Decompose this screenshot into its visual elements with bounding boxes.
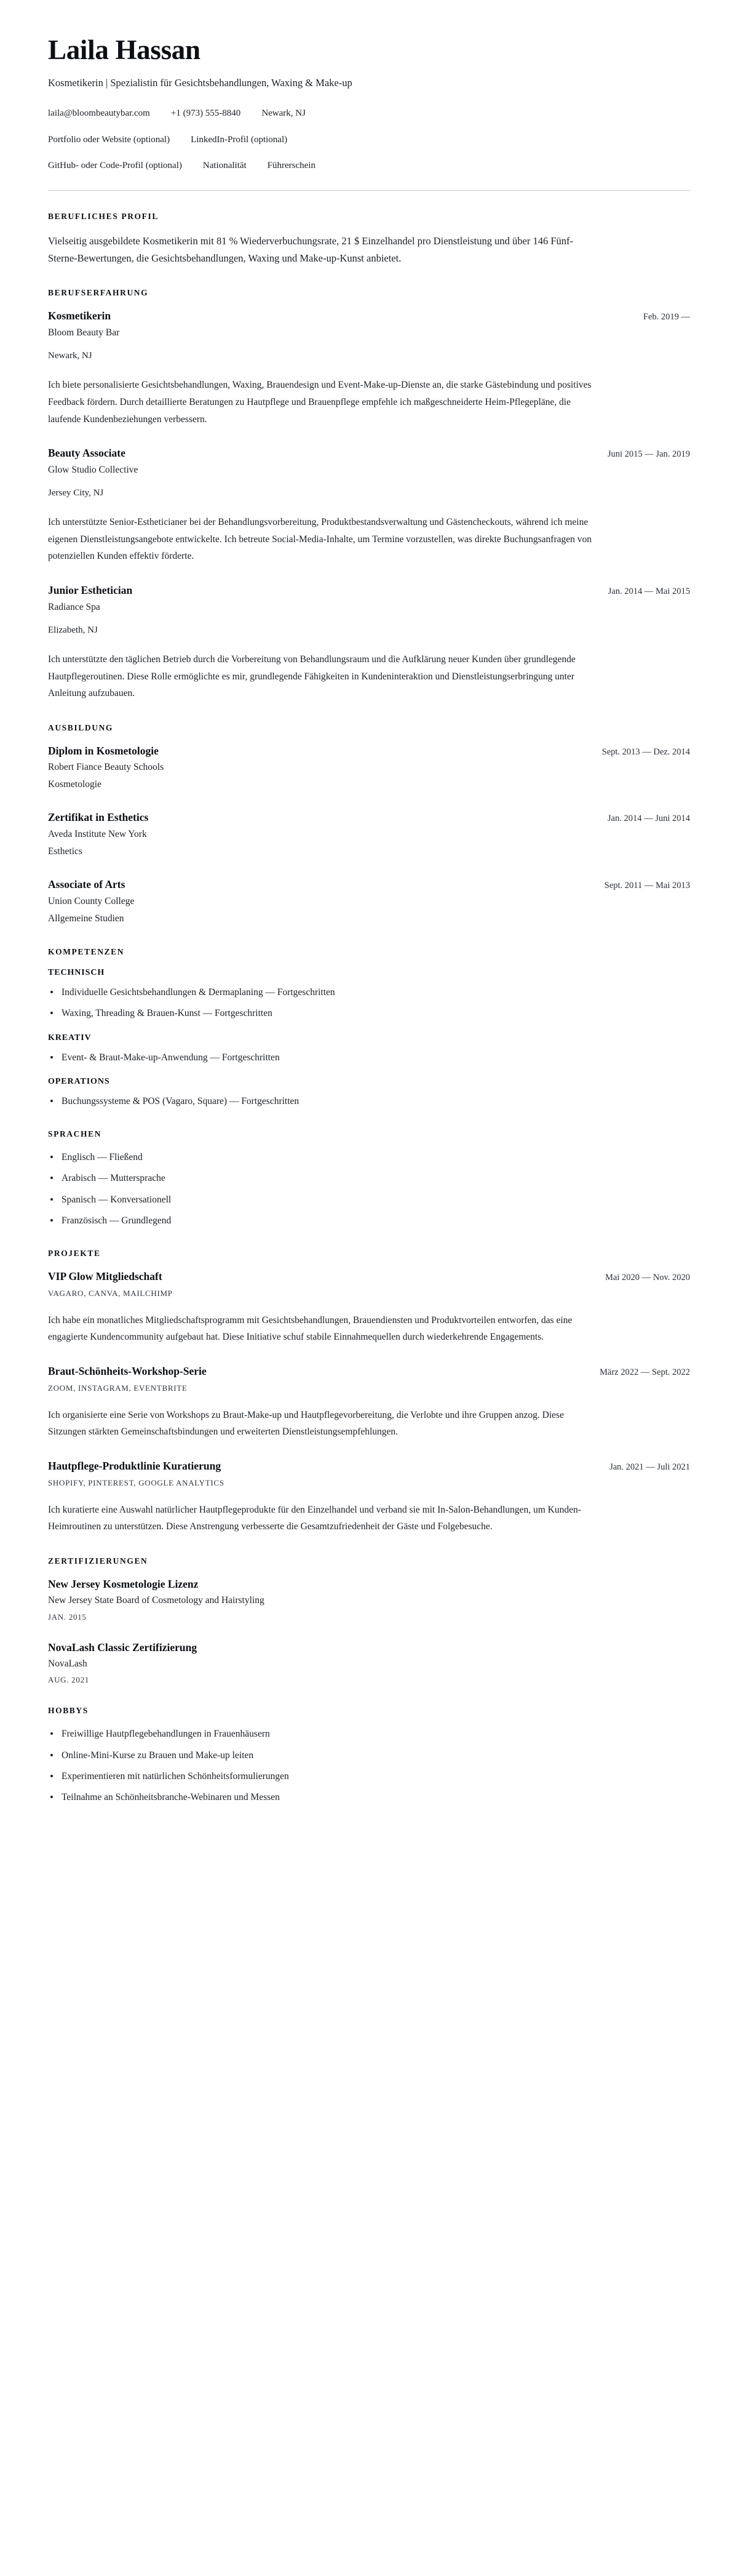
project-date-range: März 2022 — Sept. 2022 xyxy=(600,1367,690,1377)
language-item: Französisch — Grundlegend xyxy=(48,1214,690,1228)
experience-entry-head xyxy=(48,583,690,598)
school-name: Robert Fiance Beauty Schools xyxy=(48,762,164,773)
certification-issuer: New Jersey State Board of Cosmetology and Hairstyling xyxy=(48,1595,264,1606)
skill-group-operations xyxy=(48,1077,690,1108)
study-field: Kosmetologie xyxy=(48,779,101,790)
section-title-projects: PROJEKTE xyxy=(48,1249,101,1258)
project-date-range: Mai 2020 — Nov. 2020 xyxy=(605,1273,690,1283)
resume-header xyxy=(48,36,690,173)
section-languages xyxy=(48,1129,690,1228)
job-company: Radiance Spa xyxy=(48,601,100,612)
section-title-skills: KOMPETENZEN xyxy=(48,947,125,957)
section-title-profile: BERUFLICHES PROFIL xyxy=(48,211,159,221)
degree-title: Diplom in Kosmetologie xyxy=(48,744,159,757)
job-location: Newark, NJ xyxy=(48,351,92,361)
skill-item: Individuelle Gesichtsbehandlungen & Dermaplaning — Fortgeschritten xyxy=(48,985,690,999)
skill-item: Waxing, Threading & Brauen-Kunst — Fortgeschritten xyxy=(48,1006,690,1020)
project-entry-head xyxy=(48,1364,690,1378)
project-title: Hautpflege-Produktlinie Kuratierung xyxy=(48,1459,221,1472)
section-experience xyxy=(48,288,690,702)
skill-item: Event- & Braut-Make-up-Anwendung — Fortgeschritten xyxy=(48,1050,690,1065)
skill-list xyxy=(48,1094,690,1108)
certification-issuer: NovaLash xyxy=(48,1658,87,1670)
contact-linkedin[interactable]: LinkedIn-Profil (optional) xyxy=(191,134,288,145)
job-description: Ich biete personalisierte Gesichtsbehandlungen, Waxing, Brauendesign und Event-Make-up-Dienste an, die starke Gästebindung und positives Feedback fördern. Durch detaillierte Beratungen zu Hautpflege und Brauenpflege empfehle ich maßgeschneiderte Heim-Pflegepläne, die laufende Kundenbeziehungen verbessern. xyxy=(48,380,592,425)
certification-entry xyxy=(48,1577,690,1622)
job-description: Ich unterstützte Senior-Estheticianer bei der Behandlungsvorbereitung, Produktbestandsverwaltung und Gästencheckouts, während ich meine eigenen Dienstleistungsangebote entwickelte. Ich betreute Social-Media-Inhalte, um Termine vorzustellen, was direkte Buchungsanfragen von potenziellen Kunden effektiv förderte. xyxy=(48,517,592,562)
job-description: Ich unterstützte den täglichen Betrieb durch die Vorbereitung von Behandlungsraum und die Aufklärung neuer Kunden über grundlegende Hautpflegeroutinen. Diese Rolle ermöglichte es mir, grundlegende Fähigkeiten in Kundeninteraktion und Dienstleistungserbringung unter Anleitung aufzubauen. xyxy=(48,654,576,699)
project-entry-head xyxy=(48,1459,690,1473)
project-title: VIP Glow Mitgliedschaft xyxy=(48,1270,162,1283)
section-title-hobbies: HOBBYS xyxy=(48,1706,89,1716)
section-certifications xyxy=(48,1556,690,1686)
education-entry xyxy=(48,878,690,926)
job-date-range: Juni 2015 — Jan. 2019 xyxy=(607,449,690,460)
section-title-education: AUSBILDUNG xyxy=(48,722,114,732)
project-title: Braut-Schönheits-Workshop-Serie xyxy=(48,1364,207,1377)
project-entry xyxy=(48,1459,690,1535)
experience-entry xyxy=(48,583,690,702)
certification-entry xyxy=(48,1641,690,1686)
degree-title: Zertifikat in Esthetics xyxy=(48,811,149,824)
project-date-range: Jan. 2021 — Juli 2021 xyxy=(609,1462,690,1472)
section-title-experience: BERUFSERFAHRUNG xyxy=(48,288,149,298)
hobby-item: Teilnahme an Schönheitsbranche-Webinaren und Messen xyxy=(48,1790,690,1804)
hobby-item: Experimentieren mit natürlichen Schönheitsformulierungen xyxy=(48,1769,690,1783)
skill-group-label: OPERATIONS xyxy=(48,1076,110,1086)
language-item: Spanisch — Konversationell xyxy=(48,1193,690,1207)
project-entry xyxy=(48,1270,690,1346)
section-title-languages: SPRACHEN xyxy=(48,1129,102,1139)
education-entry xyxy=(48,810,690,859)
skill-group-technical xyxy=(48,968,690,1021)
skill-list xyxy=(48,985,690,1021)
job-company: Glow Studio Collective xyxy=(48,464,138,475)
contact-github[interactable]: GitHub- oder Code-Profil (optional) xyxy=(48,161,182,171)
study-field: Esthetics xyxy=(48,846,82,857)
project-tech-tags: VAGARO, CANVA, MAILCHIMP xyxy=(48,1288,173,1298)
section-profile xyxy=(48,212,690,268)
contact-drivers-license: Führerschein xyxy=(267,161,315,171)
degree-date-range: Jan. 2014 — Juni 2014 xyxy=(607,814,690,824)
skill-list xyxy=(48,1050,690,1065)
experience-entry-head xyxy=(48,446,690,460)
education-entry-head xyxy=(48,810,690,825)
certification-date: JAN. 2015 xyxy=(48,1612,87,1622)
degree-title: Associate of Arts xyxy=(48,878,125,891)
job-company: Bloom Beauty Bar xyxy=(48,327,120,338)
contact-line-primary xyxy=(48,106,690,121)
project-description: Ich habe ein monatliches Mitgliedschaftsprogramm mit Gesichtsbehandlungen, Brauendiensten und Produktvorteilen entworfen, das eine engagierte Kundencommunity aufgebaut hat. Diese Initiative schuf stabile Einnahmequellen durch wiederkehrende Engagements. xyxy=(48,1314,573,1343)
skill-group-creative xyxy=(48,1033,690,1065)
contact-line-extra xyxy=(48,159,690,173)
contact-nationality: Nationalität xyxy=(202,161,247,171)
experience-entry xyxy=(48,309,690,428)
section-title-certifications: ZERTIFIZIERUNGEN xyxy=(48,1556,148,1566)
project-description: Ich kuratierte eine Auswahl natürlicher Hautpflegeprodukte für den Einzelhandel und verband sie mit In-Salon-Behandlungen, um Kunden-Heimroutinen zu unterstützen. Diese Anstrengung verbesserte die Gesamtzufriedenheit der Gäste und Folgebesuche. xyxy=(48,1504,581,1532)
project-entry-head xyxy=(48,1270,690,1284)
education-entry-head xyxy=(48,744,690,758)
section-skills xyxy=(48,947,690,1108)
study-field: Allgemeine Studien xyxy=(48,913,124,924)
school-name: Union County College xyxy=(48,895,135,906)
degree-date-range: Sept. 2013 — Dez. 2014 xyxy=(601,746,690,757)
project-entry xyxy=(48,1364,690,1441)
job-date-range: Jan. 2014 — Mai 2015 xyxy=(608,586,690,596)
project-tech-tags: SHOPIFY, PINTEREST, GOOGLE ANALYTICS xyxy=(48,1478,224,1487)
job-title: Kosmetikerin xyxy=(48,310,111,322)
language-item: Arabisch — Muttersprache xyxy=(48,1171,690,1185)
education-entry-head xyxy=(48,878,690,892)
certification-date: AUG. 2021 xyxy=(48,1675,89,1685)
experience-entry xyxy=(48,446,690,565)
job-location: Elizabeth, NJ xyxy=(48,625,98,635)
candidate-name: Laila Hassan xyxy=(48,34,200,65)
contact-phone[interactable]: +1 (973) 555-8840 xyxy=(170,108,241,119)
skill-group-label: KREATIV xyxy=(48,1033,92,1042)
contact-email[interactable]: laila@bloombeautybar.com xyxy=(48,108,150,119)
hobby-list xyxy=(48,1727,690,1804)
section-hobbies xyxy=(48,1706,690,1804)
candidate-headline: Kosmetikerin | Spezialistin für Gesichtsbehandlungen, Waxing & Make-up xyxy=(48,77,352,89)
hobby-item: Freiwillige Hautpflegebehandlungen in Frauenhäusern xyxy=(48,1727,690,1741)
job-location: Jersey City, NJ xyxy=(48,487,104,498)
contact-line-links xyxy=(48,133,690,147)
project-tech-tags: ZOOM, INSTAGRAM, EVENTBRITE xyxy=(48,1383,188,1393)
job-title: Beauty Associate xyxy=(48,447,125,460)
project-description: Ich organisierte eine Serie von Workshops zu Braut-Make-up und Hautpflegevorbereitung, die Verlobte und ihre Gruppen anzog. Diese Sitzungen stärkten Gemeinschaftsbindungen und erweiterten Dienstleistungsempfehlungen. xyxy=(48,1409,564,1438)
hobby-item: Online-Mini-Kurse zu Brauen und Make-up leiten xyxy=(48,1748,690,1762)
skill-item: Buchungssysteme & POS (Vagaro, Square) — Fortgeschritten xyxy=(48,1094,690,1108)
contact-location: Newark, NJ xyxy=(261,108,306,119)
contact-portfolio[interactable]: Portfolio oder Website (optional) xyxy=(48,134,170,145)
degree-date-range: Sept. 2011 — Mai 2013 xyxy=(604,881,690,891)
job-date-range: Feb. 2019 — xyxy=(643,312,690,322)
language-list xyxy=(48,1150,690,1228)
school-name: Aveda Institute New York xyxy=(48,829,147,840)
certification-name: New Jersey Kosmetologie Lizenz xyxy=(48,1577,199,1590)
language-item: Englisch — Fließend xyxy=(48,1150,690,1164)
skill-group-label: TECHNISCH xyxy=(48,968,105,978)
header-divider xyxy=(48,190,690,191)
job-title: Junior Esthetician xyxy=(48,583,133,596)
profile-summary-text: Vielseitig ausgebildete Kosmetikerin mit 81 % Wiederverbuchungsrate, 21 $ Einzelhandel pro Dienstleistung und über 146 Fünf-Sterne-Bewertungen, die Gesichtsbehandlungen, Waxing und Make-up-Kunst anbietet. xyxy=(48,234,574,265)
education-entry xyxy=(48,744,690,793)
section-projects xyxy=(48,1249,690,1535)
certification-name: NovaLash Classic Zertifizierung xyxy=(48,1641,197,1654)
experience-entry-head xyxy=(48,309,690,323)
section-education xyxy=(48,723,690,926)
